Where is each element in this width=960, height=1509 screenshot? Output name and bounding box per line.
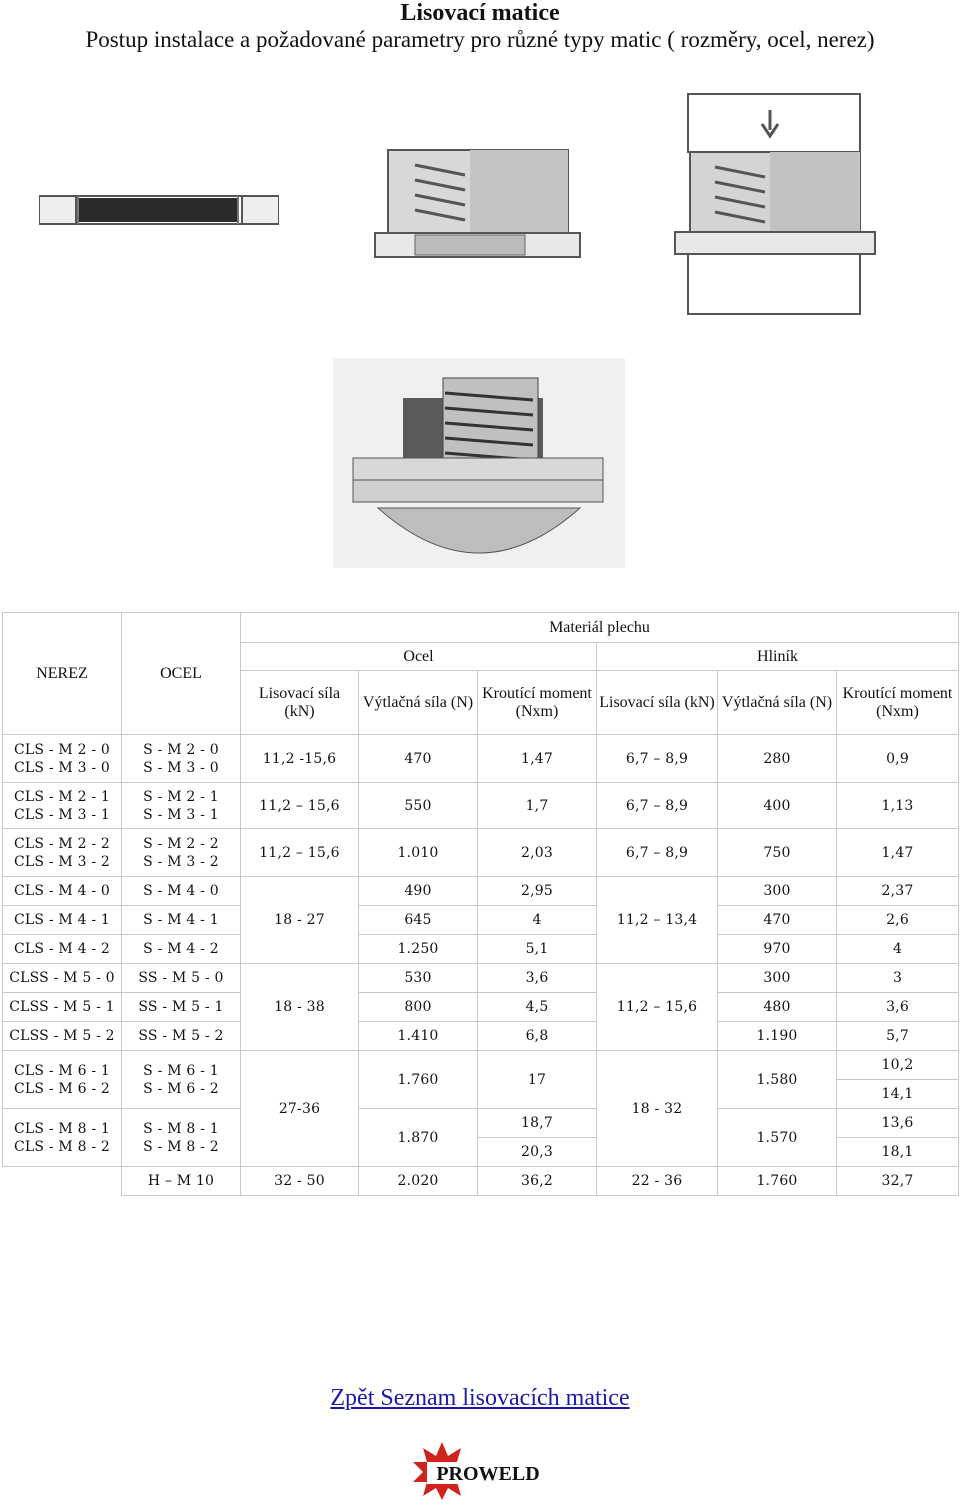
cell: 800 bbox=[359, 993, 478, 1022]
nerez-code: CLSS - M 5 - 1 bbox=[3, 993, 122, 1022]
group-ocel: Ocel bbox=[241, 643, 597, 671]
table-row bbox=[3, 993, 959, 1022]
ocel-code: SS - M 5 - 2 bbox=[122, 1022, 241, 1051]
cell: 18,1 bbox=[837, 1138, 959, 1167]
cell: 6,7 – 8,9 bbox=[597, 829, 718, 877]
cell: 3,6 bbox=[837, 993, 959, 1022]
ocel-code: S - M 2 - 2 bbox=[143, 835, 219, 852]
cell: 1,47 bbox=[478, 735, 597, 783]
sub-header: Lisovací síla (kN) bbox=[241, 671, 359, 735]
table-row bbox=[3, 735, 959, 783]
cell: 17 bbox=[478, 1051, 597, 1109]
ocel-code: S - M 3 - 2 bbox=[143, 853, 219, 870]
ocel-code: S - M 4 - 2 bbox=[122, 935, 241, 964]
ocel-code: S - M 2 - 0 bbox=[143, 741, 219, 758]
nerez-code: CLS - M 2 - 0 bbox=[13, 741, 111, 758]
sub-header: Výtlačná síla (N) bbox=[359, 671, 478, 735]
cell: 27-36 bbox=[241, 1051, 359, 1167]
ocel-code: SS - M 5 - 1 bbox=[122, 993, 241, 1022]
cell: 1.010 bbox=[359, 829, 478, 877]
table-row bbox=[3, 1051, 959, 1080]
cell: 470 bbox=[718, 906, 837, 935]
cell: 530 bbox=[359, 964, 478, 993]
sub-header: Kroutící moment (Nxm) bbox=[837, 671, 959, 735]
material-header: Materiál plechu bbox=[241, 613, 959, 643]
cell: 300 bbox=[718, 964, 837, 993]
cell: 1,47 bbox=[837, 829, 959, 877]
cell: 1.190 bbox=[718, 1022, 837, 1051]
page-subtitle: Postup instalace a požadované parametry pro různé typy matic ( rozměry, ocel, nerez) bbox=[85, 27, 875, 52]
cell: 2.020 bbox=[359, 1167, 478, 1196]
nerez-code: CLS - M 6 - 1 bbox=[13, 1062, 111, 1079]
ocel-code: S - M 3 - 0 bbox=[143, 759, 219, 776]
cell: 1.410 bbox=[359, 1022, 478, 1051]
ocel-code: S - M 3 - 1 bbox=[143, 806, 219, 823]
nerez-code: CLS - M 3 - 2 bbox=[13, 853, 111, 870]
sub-header: Kroutící moment (Nxm) bbox=[478, 671, 597, 735]
col-ocel: OCEL bbox=[122, 613, 241, 735]
sub-header: Výtlačná síla (N) bbox=[718, 671, 837, 735]
cell: 1.570 bbox=[718, 1109, 837, 1167]
installed-nut-figure bbox=[333, 358, 625, 568]
ocel-code: S - M 4 - 0 bbox=[122, 877, 241, 906]
cell: 36,2 bbox=[478, 1167, 597, 1196]
cell: 970 bbox=[718, 935, 837, 964]
cell: 18,7 bbox=[478, 1109, 597, 1138]
cell: 18 - 27 bbox=[241, 877, 359, 964]
back-link[interactable]: Zpět Seznam lisovacích matice bbox=[330, 1385, 630, 1411]
nerez-code: CLS - M 3 - 0 bbox=[13, 759, 111, 776]
table-row bbox=[3, 906, 959, 935]
cell: 750 bbox=[718, 829, 837, 877]
table-row bbox=[3, 935, 959, 964]
nerez-code: CLS - M 3 - 1 bbox=[13, 806, 111, 823]
cell: 4,5 bbox=[478, 993, 597, 1022]
cell: 11,2 – 15,6 bbox=[597, 964, 718, 1051]
cell: 11,2 – 15,6 bbox=[241, 783, 359, 829]
ocel-code: SS - M 5 - 0 bbox=[122, 964, 241, 993]
cell: 1.250 bbox=[359, 935, 478, 964]
cell: 0,9 bbox=[837, 735, 959, 783]
cell: 300 bbox=[718, 877, 837, 906]
cell: 6,7 – 8,9 bbox=[597, 783, 718, 829]
nut-in-hole-figure bbox=[370, 145, 585, 265]
cell: 32 - 50 bbox=[241, 1167, 359, 1196]
cell: 1.760 bbox=[718, 1167, 837, 1196]
ocel-code: S - M 8 - 1 bbox=[143, 1120, 219, 1137]
table-row bbox=[3, 1022, 959, 1051]
table-row bbox=[3, 783, 959, 829]
cell: 1,13 bbox=[837, 783, 959, 829]
ocel-code: S - M 4 - 1 bbox=[122, 906, 241, 935]
proweld-logo bbox=[405, 1440, 555, 1502]
h-code: H – M 10 bbox=[122, 1167, 241, 1196]
cell: 400 bbox=[718, 783, 837, 829]
cell: 14,1 bbox=[837, 1080, 959, 1109]
cell: 4 bbox=[837, 935, 959, 964]
cell: 20,3 bbox=[478, 1138, 597, 1167]
table-row bbox=[3, 1167, 959, 1196]
nerez-code: CLSS - M 5 - 0 bbox=[3, 964, 122, 993]
nerez-code: CLS - M 8 - 2 bbox=[13, 1138, 111, 1155]
cell: 1.760 bbox=[359, 1051, 478, 1109]
nut-specs-table bbox=[2, 612, 959, 1196]
cell: 2,03 bbox=[478, 829, 597, 877]
cell: 5,7 bbox=[837, 1022, 959, 1051]
cell: 550 bbox=[359, 783, 478, 829]
cell: 4 bbox=[478, 906, 597, 935]
cell: 1.870 bbox=[359, 1109, 478, 1167]
cell: 1,7 bbox=[478, 783, 597, 829]
group-hlinik: Hliník bbox=[597, 643, 959, 671]
cell: 470 bbox=[359, 735, 478, 783]
ocel-code: S - M 8 - 2 bbox=[143, 1138, 219, 1155]
cell: 2,95 bbox=[478, 877, 597, 906]
page-title: Lisovací matice bbox=[400, 0, 560, 26]
pressing-figure bbox=[670, 92, 880, 317]
cell: 490 bbox=[359, 877, 478, 906]
cell: 3,6 bbox=[478, 964, 597, 993]
nerez-code: CLSS - M 5 - 2 bbox=[3, 1022, 122, 1051]
ocel-code: S - M 2 - 1 bbox=[143, 788, 219, 805]
table-row bbox=[3, 829, 959, 877]
cell: 22 - 36 bbox=[597, 1167, 718, 1196]
cell: 18 - 38 bbox=[241, 964, 359, 1051]
cell: 480 bbox=[718, 993, 837, 1022]
table-row bbox=[3, 964, 959, 993]
sheet-hole-figure bbox=[38, 190, 280, 232]
cell: 5,1 bbox=[478, 935, 597, 964]
cell: 13,6 bbox=[837, 1109, 959, 1138]
cell: 2,37 bbox=[837, 877, 959, 906]
nerez-code: CLS - M 4 - 0 bbox=[3, 877, 122, 906]
nerez-code: CLS - M 2 - 2 bbox=[13, 835, 111, 852]
cell: 10,2 bbox=[837, 1051, 959, 1080]
nerez-code: CLS - M 4 - 2 bbox=[3, 935, 122, 964]
cell: 18 - 32 bbox=[597, 1051, 718, 1167]
logo-text: PROWELD bbox=[436, 1463, 540, 1485]
ocel-code: S - M 6 - 2 bbox=[143, 1080, 219, 1097]
cell: 1.580 bbox=[718, 1051, 837, 1109]
cell: 11,2 – 15,6 bbox=[241, 829, 359, 877]
nerez-code: CLS - M 6 - 2 bbox=[13, 1080, 111, 1097]
table-row bbox=[3, 877, 959, 906]
nerez-code: CLS - M 8 - 1 bbox=[13, 1120, 111, 1137]
table-row bbox=[3, 1109, 959, 1138]
cell: 6,7 – 8,9 bbox=[597, 735, 718, 783]
cell: 11,2 -15,6 bbox=[241, 735, 359, 783]
cell: 11,2 – 13,4 bbox=[597, 877, 718, 964]
cell: 2,6 bbox=[837, 906, 959, 935]
cell: 645 bbox=[359, 906, 478, 935]
nerez-code: CLS - M 2 - 1 bbox=[13, 788, 111, 805]
cell: 32,7 bbox=[837, 1167, 959, 1196]
sub-header: Lisovací síla (kN) bbox=[597, 671, 718, 735]
cell: 280 bbox=[718, 735, 837, 783]
ocel-code: S - M 6 - 1 bbox=[143, 1062, 219, 1079]
cell: 6,8 bbox=[478, 1022, 597, 1051]
col-nerez: NEREZ bbox=[3, 613, 122, 735]
nerez-code: CLS - M 4 - 1 bbox=[3, 906, 122, 935]
cell: 3 bbox=[837, 964, 959, 993]
